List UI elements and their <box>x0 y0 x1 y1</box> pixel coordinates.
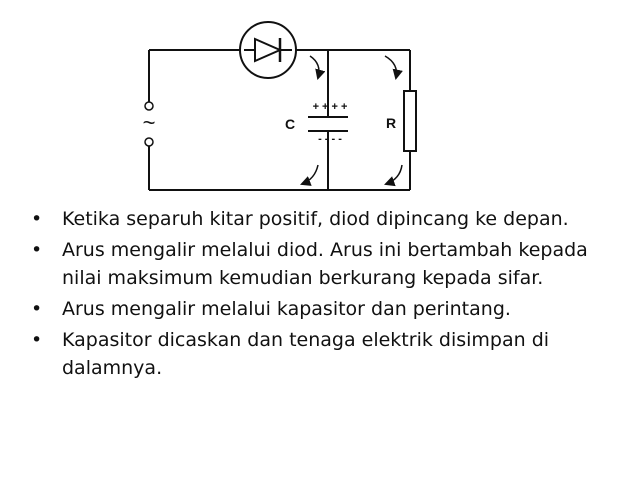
ac-terminal-bottom <box>145 138 153 146</box>
bullet-marker: • <box>31 298 43 320</box>
bullet-text: Kapasitor dicaskan dan tenaga elektrik disimpan di dalamnya. <box>62 329 550 379</box>
capacitor-label: C <box>284 116 296 132</box>
bullet-text: Ketika separuh kitar positif, diod dipincang ke depan. <box>62 208 569 230</box>
resistor-label: R <box>385 115 397 131</box>
capacitor-charge-positive: + + + + <box>312 101 348 113</box>
bullet-marker: • <box>31 239 43 261</box>
bullet-item <box>26 326 616 382</box>
diode-icon <box>240 22 296 78</box>
half-wave-rectifier-circuit <box>0 0 638 205</box>
capacitor-charge-negative: - - - - <box>318 133 342 145</box>
current-arrow-icon <box>386 165 402 184</box>
bullet-marker: • <box>31 329 43 351</box>
capacitor-icon <box>308 117 348 131</box>
bullet-item <box>26 236 616 292</box>
ac-terminal-top <box>145 102 153 110</box>
bullet-text: Arus mengalir melalui diod. Arus ini bertambah kepada nilai maksimum kemudian berkurang kepada sifar. <box>62 239 588 289</box>
bullet-item <box>26 205 616 233</box>
current-arrow-icon <box>385 56 397 78</box>
current-arrow-icon <box>310 56 319 78</box>
current-arrow-icon <box>302 165 318 184</box>
resistor-icon <box>404 91 416 151</box>
bullet-item <box>26 295 616 323</box>
ac-source-symbol: ~ <box>142 110 156 135</box>
bullet-list <box>26 205 616 385</box>
bullet-text: Arus mengalir melalui kapasitor dan perintang. <box>62 298 511 320</box>
bullet-marker: • <box>31 208 43 230</box>
